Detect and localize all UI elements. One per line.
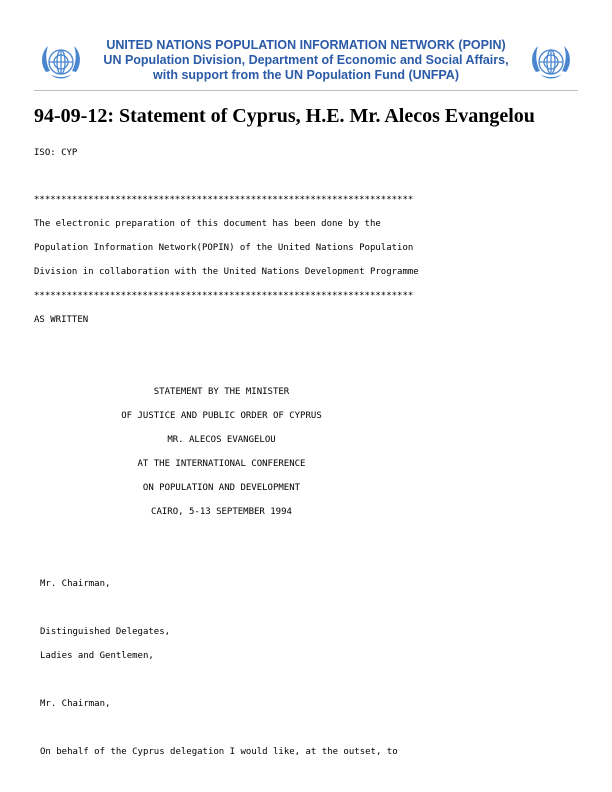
statement-heading-line-3: MR. ALECOS EVANGELOU xyxy=(167,435,276,445)
banner-line-3: with support from the UN Population Fund (UNFPA) xyxy=(153,68,459,82)
iso-code: ISO: CYP xyxy=(34,148,78,158)
statement-heading-line-5: ON POPULATION AND DEVELOPMENT xyxy=(142,483,301,493)
notice-line-3: Division in collaboration with the United Nations Development Programme xyxy=(34,267,419,277)
separator-top: ********************************************************************** xyxy=(34,195,414,205)
banner-line-1: UNITED NATIONS POPULATION INFORMATION NETWORK (POPIN) xyxy=(106,38,506,52)
as-written-label: AS WRITTEN xyxy=(34,315,89,325)
statement-heading-line-2: OF JUSTICE AND PUBLIC ORDER OF CYPRUS xyxy=(121,411,322,421)
statement-heading-line-6: CAIRO, 5-13 SEPTEMBER 1994 xyxy=(151,507,292,517)
separator-bottom: ********************************************************************** xyxy=(34,291,414,301)
salutation: Mr. Chairman, xyxy=(40,579,111,589)
salutation: Distinguished Delegates, xyxy=(40,627,171,637)
salutation: Mr. Chairman, xyxy=(40,699,111,709)
banner-line-2: UN Population Division, Department of Economic and Social Affairs, xyxy=(103,53,509,67)
document-title: 94-09-12: Statement of Cyprus, H.E. Mr. Alecos Evangelou xyxy=(34,105,535,127)
statement-heading-line-1: STATEMENT BY THE MINISTER xyxy=(153,387,290,397)
body-paragraph-line: On behalf of the Cyprus delegation I would like, at the outset, to xyxy=(40,747,398,757)
notice-line-2: Population Information Network(POPIN) of the United Nations Population xyxy=(34,243,414,253)
notice-line-1: The electronic preparation of this document has been done by the xyxy=(34,219,381,229)
salutation: Ladies and Gentlemen, xyxy=(40,651,154,661)
statement-heading-line-4: AT THE INTERNATIONAL CONFERENCE xyxy=(137,459,306,469)
